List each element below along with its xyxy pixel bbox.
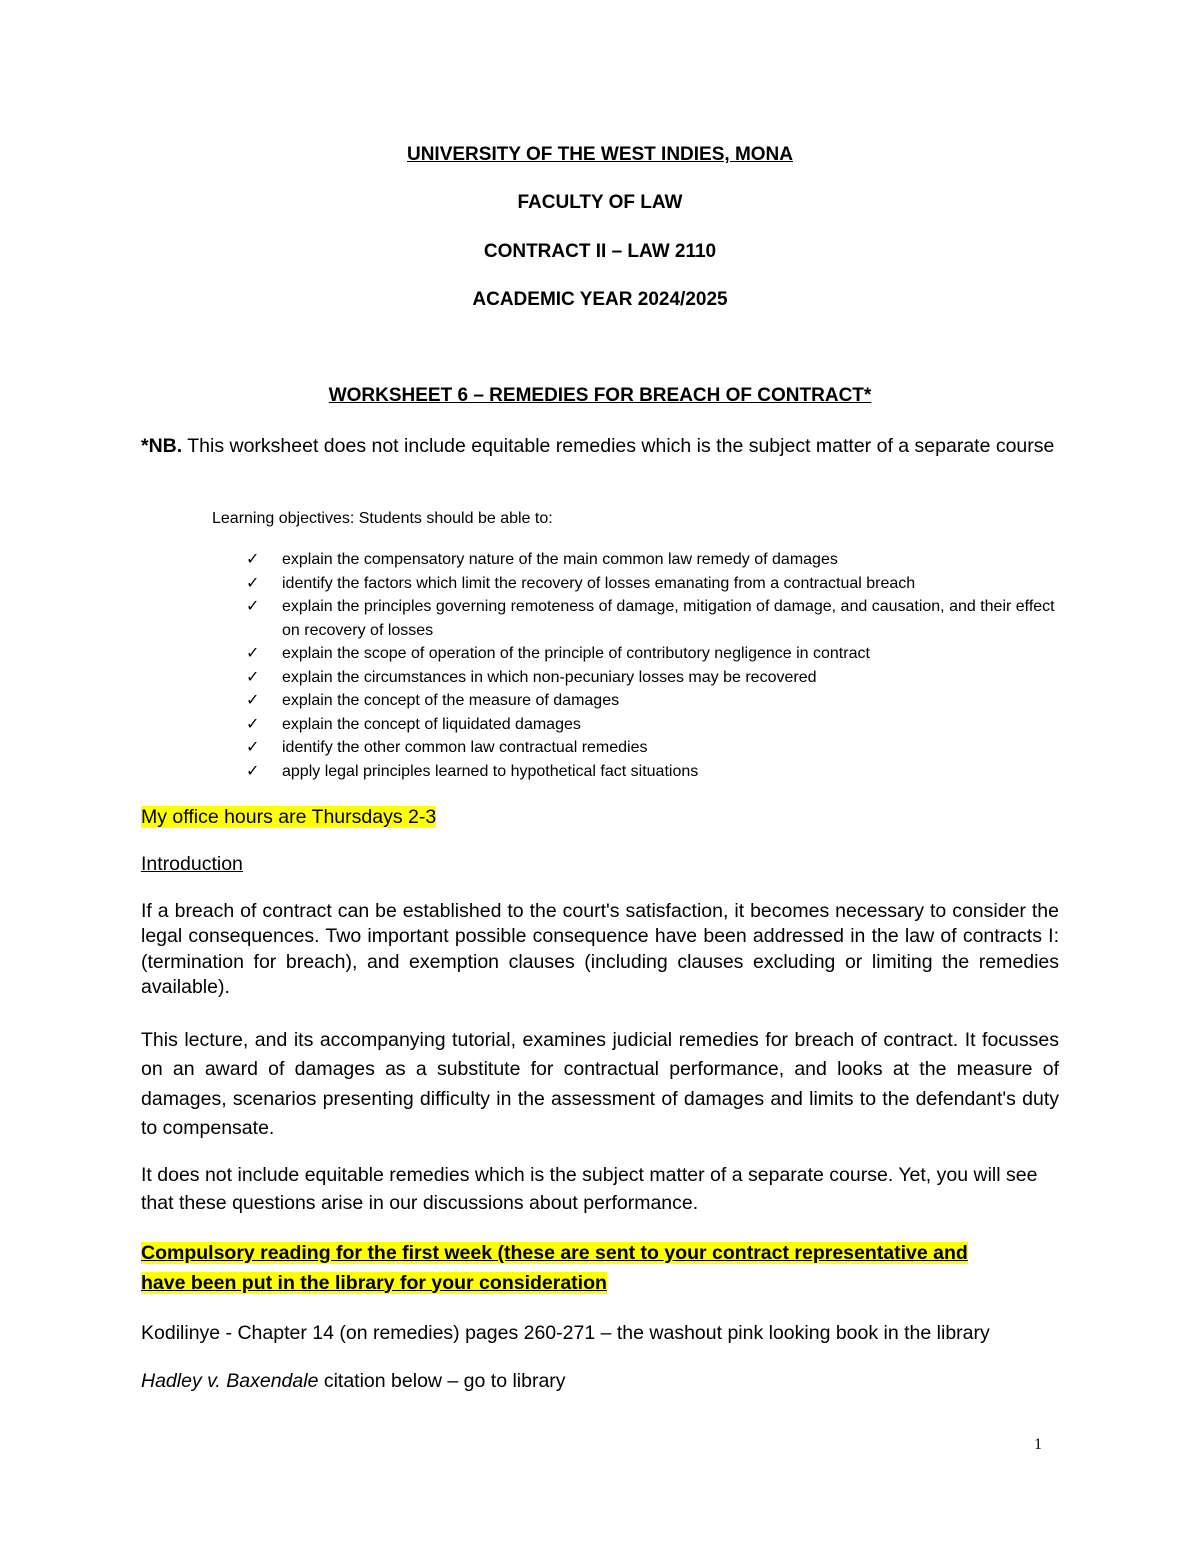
- case-note: citation below – go to library: [318, 1370, 566, 1392]
- compulsory-reading-heading: [141, 1239, 1059, 1298]
- nb-label: *NB.: [141, 435, 183, 457]
- office-hours-highlight: My office hours are Thursdays 2-3: [141, 806, 437, 828]
- objective-item: [243, 736, 1073, 760]
- check-icon: ✓: [246, 692, 260, 709]
- kodilinye-reading: Kodilinye - Chapter 14 (on remedies) pages 260-271 – the washout pink looking book in the library: [141, 1322, 990, 1344]
- introduction-heading: Introduction: [141, 853, 243, 875]
- introduction-paragraph-2: This lecture, and its accompanying tutorial, examines judicial remedies for breach of contract. It focusses on an award of damages as a substitute for contractual performance, and looks at the measure of damages, scenarios presenting difficulty in the assessment of damages and limits to the defendant's duty to compensate.: [141, 1029, 1059, 1139]
- reading-heading-line-1: Compulsory reading for the first week (these are sent to your contract representative and: [141, 1242, 968, 1264]
- university-title: UNIVERSITY OF THE WEST INDIES, MONA: [406, 144, 793, 165]
- check-icon: ✓: [246, 645, 260, 662]
- reading-heading-line-2: have been put in the library for your consideration: [141, 1271, 607, 1294]
- page-number: 1: [1034, 1436, 1042, 1453]
- check-icon: ✓: [246, 739, 260, 756]
- check-icon: ✓: [246, 762, 260, 780]
- faculty-title: FACULTY OF LAW: [517, 192, 683, 213]
- objective-item: [243, 572, 1073, 596]
- objective-text: explain the scope of operation of the principle of contributory negligence in contract: [282, 645, 870, 662]
- objectives-list: [243, 548, 1073, 783]
- course-title: CONTRACT II – LAW 2110: [483, 241, 717, 262]
- check-icon: ✓: [246, 574, 260, 592]
- objective-item: [243, 595, 1073, 642]
- check-icon: ✓: [246, 668, 260, 686]
- objective-text: identify the other common law contractual remedies: [282, 739, 648, 756]
- objective-text: explain the circumstances in which non-pecuniary losses may be recovered: [282, 668, 817, 686]
- objective-text: explain the concept of liquidated damages: [282, 715, 581, 733]
- check-icon: ✓: [246, 598, 260, 615]
- objective-item: [243, 689, 1073, 713]
- objectives-heading: Learning objectives: Students should be able to:: [212, 510, 553, 527]
- nb-text: This worksheet does not include equitable remedies which is the subject matter of a separate course: [182, 435, 1055, 457]
- objective-text: identify the factors which limit the recovery of losses emanating from a contractual breach: [282, 574, 916, 592]
- objective-item: [243, 548, 1073, 572]
- office-hours-note: [141, 804, 1059, 830]
- introduction-paragraph-1: If a breach of contract can be established to the court's satisfaction, it becomes necessary to consider the legal consequences. Two important possible consequence have been addressed in the law of contracts I: (termination for breach), and exemption clauses (including clauses excluding or limiting the remedies available).: [141, 900, 1059, 998]
- objective-text: explain the concept of the measure of damages: [282, 692, 620, 709]
- check-icon: ✓: [246, 551, 260, 568]
- objective-item: [243, 760, 1073, 784]
- hadley-reading: [141, 1368, 1059, 1394]
- objective-item: [243, 666, 1073, 690]
- nb-note: [141, 432, 1061, 460]
- academic-year: ACADEMIC YEAR 2024/2025: [472, 289, 728, 310]
- objective-item: [243, 713, 1073, 737]
- objective-item: [243, 642, 1073, 666]
- check-icon: ✓: [246, 715, 260, 733]
- objective-text: explain the principles governing remoteness of damage, mitigation of damage, and causation, and their effect on recovery of losses: [282, 598, 1055, 639]
- worksheet-title: WORKSHEET 6 – REMEDIES FOR BREACH OF CONTRACT*: [328, 385, 872, 406]
- objective-text: apply legal principles learned to hypothetical fact situations: [282, 762, 699, 780]
- introduction-paragraph-3: It does not include equitable remedies which is the subject matter of a separate course. Yet, you will see that these questions arise in our discussions about performance.: [141, 1164, 1038, 1214]
- case-name: Hadley v. Baxendale: [141, 1370, 319, 1392]
- objective-text: explain the compensatory nature of the main common law remedy of damages: [282, 551, 838, 568]
